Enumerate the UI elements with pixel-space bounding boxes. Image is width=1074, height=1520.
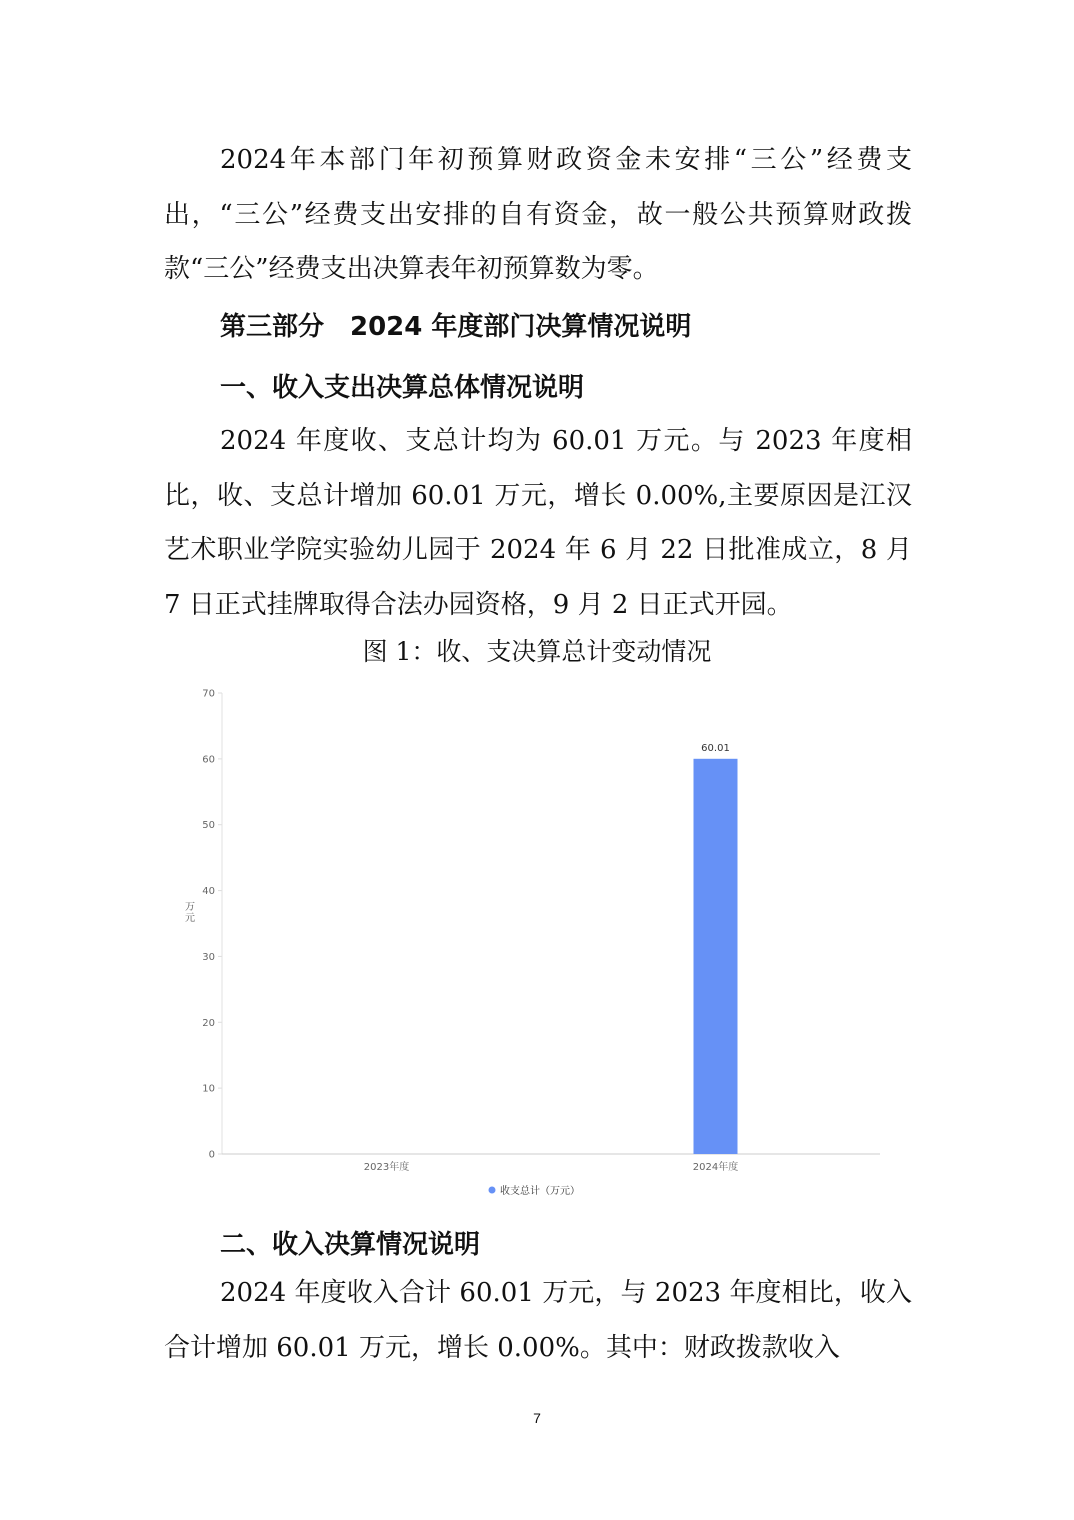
y-axis-label: 万元 bbox=[185, 902, 195, 924]
y-tick-label: 0 bbox=[208, 1149, 215, 1161]
paragraph-sangong-budget: 2024年本部门年初预算财政资金未安排“三公”经费支出，“三公”经费支出安排的自有资金，故一般公共预算财政拨款“三公”经费支出决算表年初预算数为零。 bbox=[164, 145, 912, 284]
y-tick-label: 30 bbox=[202, 951, 215, 963]
legend-label: 收支总计（万元） bbox=[500, 1186, 580, 1197]
y-tick-label: 40 bbox=[202, 886, 215, 898]
page-number: 7 bbox=[533, 1410, 541, 1426]
y-tick-label: 70 bbox=[202, 688, 215, 700]
part-three-heading: 第三部分 2024 年度部门决算情况说明 bbox=[220, 312, 692, 342]
bar-2024年度 bbox=[694, 759, 738, 1154]
data-label: 60.01 bbox=[701, 742, 730, 754]
section-two-heading: 二、收入决算情况说明 bbox=[220, 1230, 481, 1260]
y-tick-label: 20 bbox=[202, 1017, 215, 1029]
x-tick-label: 2024年度 bbox=[692, 1162, 739, 1173]
paragraph-income-total: 2024 年度收入合计 60.01 万元，与 2023 年度相比，收入合计增加 60.01 万元，增长 0.00%。其中：财政拨款收入 bbox=[164, 1278, 912, 1363]
bar-chart bbox=[165, 680, 905, 1210]
paragraph-income-expense-total: 2024 年度收、支总计均为 60.01 万元。与 2023 年度相比，收、支总计增加 60.01 万元，增长 0.00%,主要原因是江汉艺术职业学院实验幼儿园于 2024 年 6 月 22 日批准成立，8 月 7 日正式挂牌取得合法办园资格，9 月 2 日正式开园。 bbox=[164, 426, 912, 620]
y-tick-label: 60 bbox=[202, 754, 215, 766]
section-one-heading: 一、收入支出决算总体情况说明 bbox=[220, 373, 585, 403]
y-tick-label: 50 bbox=[202, 820, 215, 832]
y-tick-label: 10 bbox=[202, 1083, 215, 1095]
x-tick-label: 2023年度 bbox=[363, 1162, 410, 1173]
figure-caption: 图 1：收、支决算总计变动情况 bbox=[362, 637, 712, 666]
legend-swatch bbox=[489, 1187, 496, 1194]
chart-legend bbox=[489, 1184, 581, 1197]
